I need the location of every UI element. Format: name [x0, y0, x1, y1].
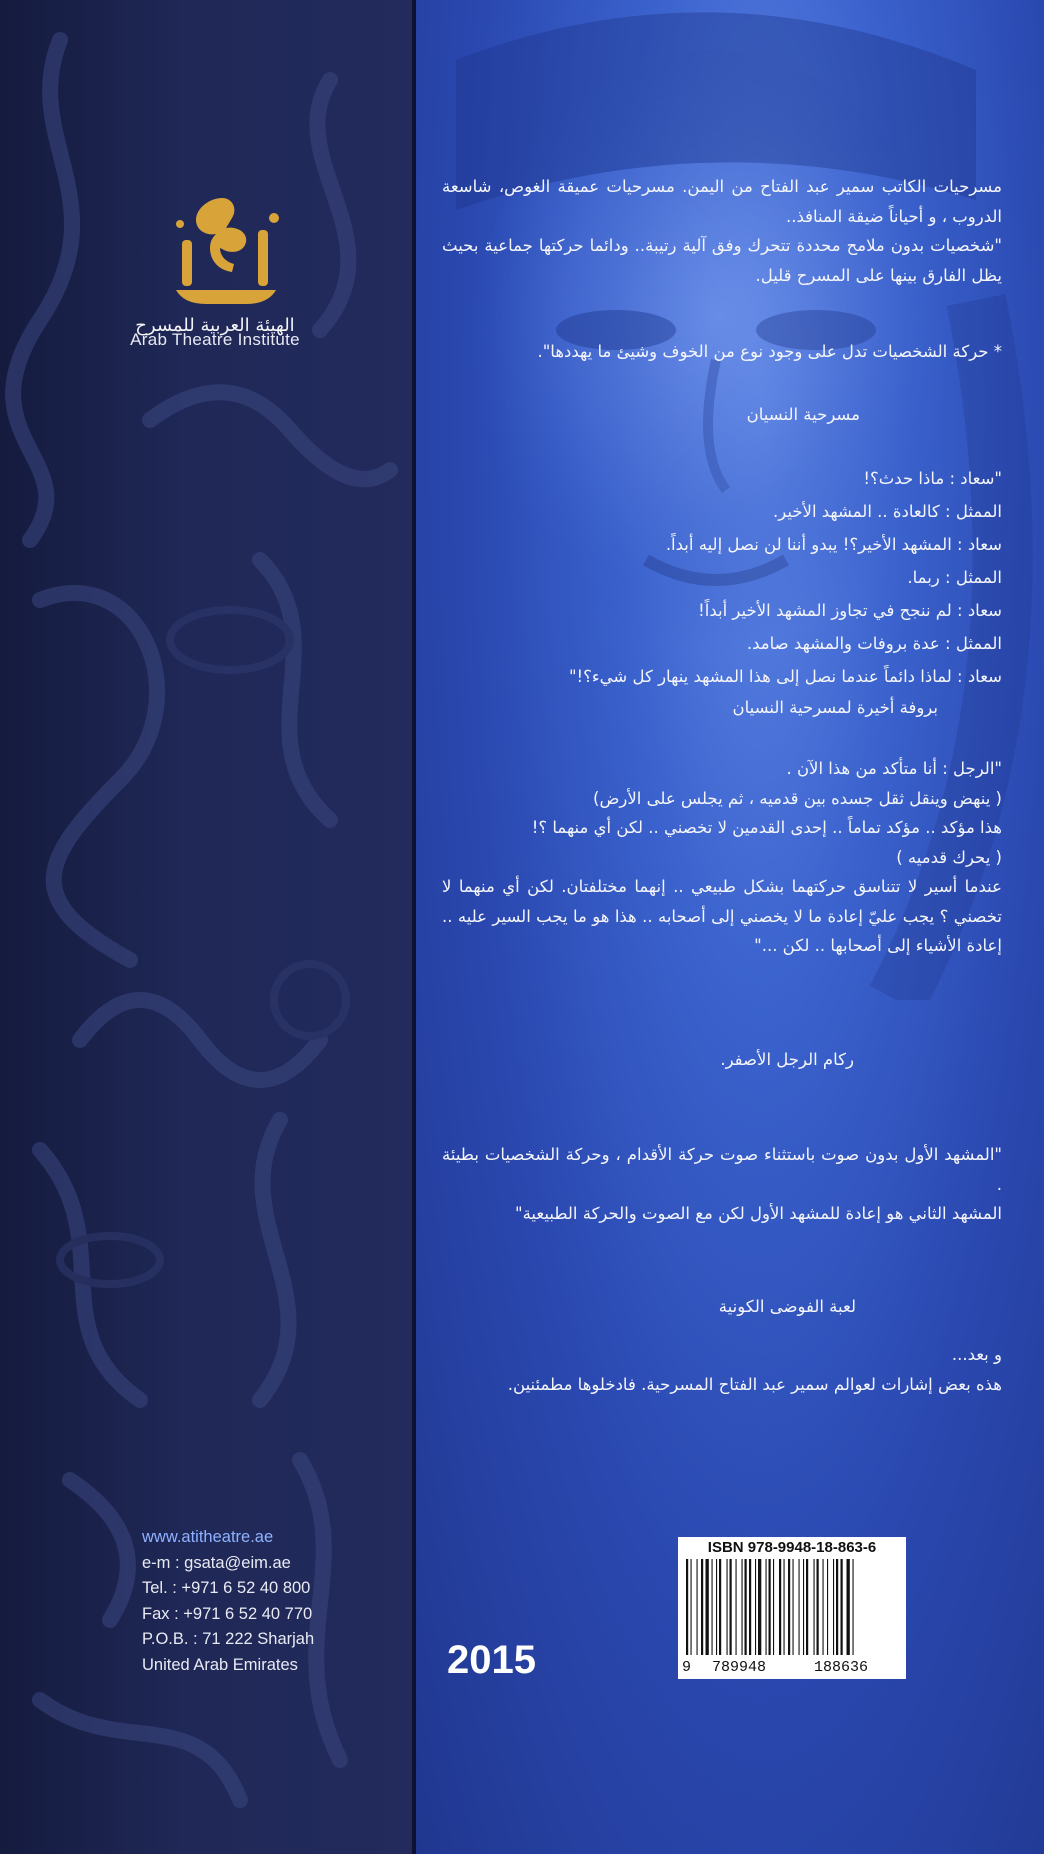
barcode-bar — [827, 1559, 828, 1655]
barcode-digit-group-1: 789948 — [712, 1659, 767, 1676]
quote-paragraph-1: * حركة الشخصيات تدل على وجود نوع من الخوف وشيئ ما يهددها". — [537, 342, 1002, 361]
source-cosmic-chaos: لعبة الفوضى الكونية — [718, 1297, 856, 1316]
barcode-bar — [716, 1559, 717, 1655]
barcode-bar — [847, 1559, 850, 1655]
contact-info — [142, 1525, 372, 1678]
publisher-name-arabic: الهيئة العربية للمسرح — [135, 315, 295, 336]
barcode-bar — [712, 1559, 713, 1655]
barcode-bar — [736, 1559, 737, 1655]
barcode-bar — [793, 1559, 794, 1655]
barcode-bar — [691, 1559, 692, 1655]
barcode-bar — [727, 1559, 728, 1655]
barcode-bar — [836, 1559, 838, 1655]
isbn-barcode — [678, 1537, 906, 1679]
source-yellow-man: ركام الرجل الأصفر. — [720, 1050, 854, 1069]
barcode-digit-group-2: 188636 — [814, 1659, 869, 1676]
barcode-bar — [853, 1559, 854, 1655]
barcode-bar — [745, 1559, 747, 1655]
barcode-bar — [706, 1559, 709, 1655]
barcode-bar — [701, 1559, 703, 1655]
barcode-bar — [806, 1559, 808, 1655]
barcode-bar — [749, 1559, 751, 1655]
barcode-bar — [742, 1559, 743, 1655]
barcode-bar — [719, 1559, 721, 1655]
source-nesyan: مسرحية النسيان — [746, 405, 860, 424]
isbn-label: ISBN 978-9948-18-863-6 — [707, 1539, 877, 1556]
publisher-name-english: Arab Theatre Institute — [130, 330, 300, 349]
barcode-bar — [784, 1559, 785, 1655]
tel-line: Tel. : +971 6 52 40 800 — [142, 1579, 311, 1597]
barcode-bar — [758, 1559, 761, 1655]
barcode-bar — [814, 1559, 815, 1655]
outro-paragraph: و بعد... هذه بعض إشارات لعوالم سمير عبد الفتاح المسرحية. فادخلوها مطمئنين. — [507, 1345, 1002, 1394]
barcode-bar — [730, 1559, 732, 1655]
arab-theatre-institute-logo — [162, 190, 292, 310]
source-rehearsal: بروفة أخيرة لمسرحية النسيان — [732, 698, 938, 717]
quote-paragraph-3: "الرجل : أنا متأكد من هذا الآن . ( ينهض وينقل ثقل جسده بين قدميه ، ثم يجلس على الأرض) هذا مؤكد .. مؤكد تماماً .. إحدى القدمين لا تخصني .. لكن أي منهما ؟! ( يحرك قدميه ) عندما أسير لا تتناسق حركتهما بشكل طبيعي .. إنهما مختلفتان. لكن أي منهما لا تخصني ؟ يجب عليّ إعادة ما لا يخصني إلى أصحابه .. هذا هو ما يجب السير عليه .. إعادة الأشياء إلى أصحابها .. لكن ..." — [442, 759, 1002, 955]
publication-year: 2015 — [447, 1638, 536, 1682]
barcode-bar — [686, 1559, 688, 1655]
dialogue-block: "سعاد : ماذا حدث؟! الممثل : كالعادة .. المشهد الأخير. سعاد : المشهد الأخير؟! يبدو أننا لن نصل إليه أبداً. الممثل : ربما. سعاد : لم ننجح في تجاوز المشهد الأخير أبداً! الممثل : عدة بروفات والمشهد صامد. سعاد : لماذا دائماً عندما نصل إلى هذا المشهد ينهار كل شيء؟!" — [568, 469, 1002, 686]
barcode-bar — [841, 1559, 843, 1655]
barcode-bar — [766, 1559, 767, 1655]
barcode-bar — [799, 1559, 800, 1655]
barcode-bar — [817, 1559, 819, 1655]
quote-paragraph-4: "المشهد الأول بدون صوت باستثناء صوت حركة الأقدام ، وحركة الشخصيات بطيئة . المشهد الثاني هو إعادة للمشهد الأول لكن مع الصوت والحركة الطبيعية" — [442, 1145, 1002, 1223]
barcode-bar — [823, 1559, 824, 1655]
email-line: e-m : gsata@eim.ae — [142, 1553, 291, 1572]
barcode-bar — [833, 1559, 834, 1655]
barcode-bar — [697, 1559, 698, 1655]
barcode-bar — [755, 1559, 756, 1655]
barcode-bar — [779, 1559, 781, 1655]
pob-line: P.O.B. : 71 222 Sharjah — [142, 1630, 315, 1648]
left-panel — [0, 0, 414, 1854]
fax-line: Fax : +971 6 52 40 770 — [142, 1604, 313, 1623]
barcode-bar — [769, 1559, 771, 1655]
barcode-bar — [773, 1559, 774, 1655]
barcode-bars — [686, 1559, 898, 1655]
barcode-bar — [788, 1559, 790, 1655]
intro-paragraph: مسرحيات الكاتب سمير عبد الفتاح من اليمن. مسرحيات عميقة الغوص، شاسعة الدروب ، و أحياناً ضيقة المنافذ.. "شخصيات بدون ملامح محددة تتحرك وفق آلية رتيبة.. ودائما حركتها جماعية بحيث يظل الفارق بينها على المسرح قليل. — [442, 177, 1002, 285]
country-line: United Arab Emirates — [142, 1655, 298, 1674]
barcode-digit-first: 9 — [682, 1659, 692, 1676]
website-link[interactable]: www.atitheatre.ae — [142, 1528, 274, 1546]
barcode-bar — [803, 1559, 804, 1655]
